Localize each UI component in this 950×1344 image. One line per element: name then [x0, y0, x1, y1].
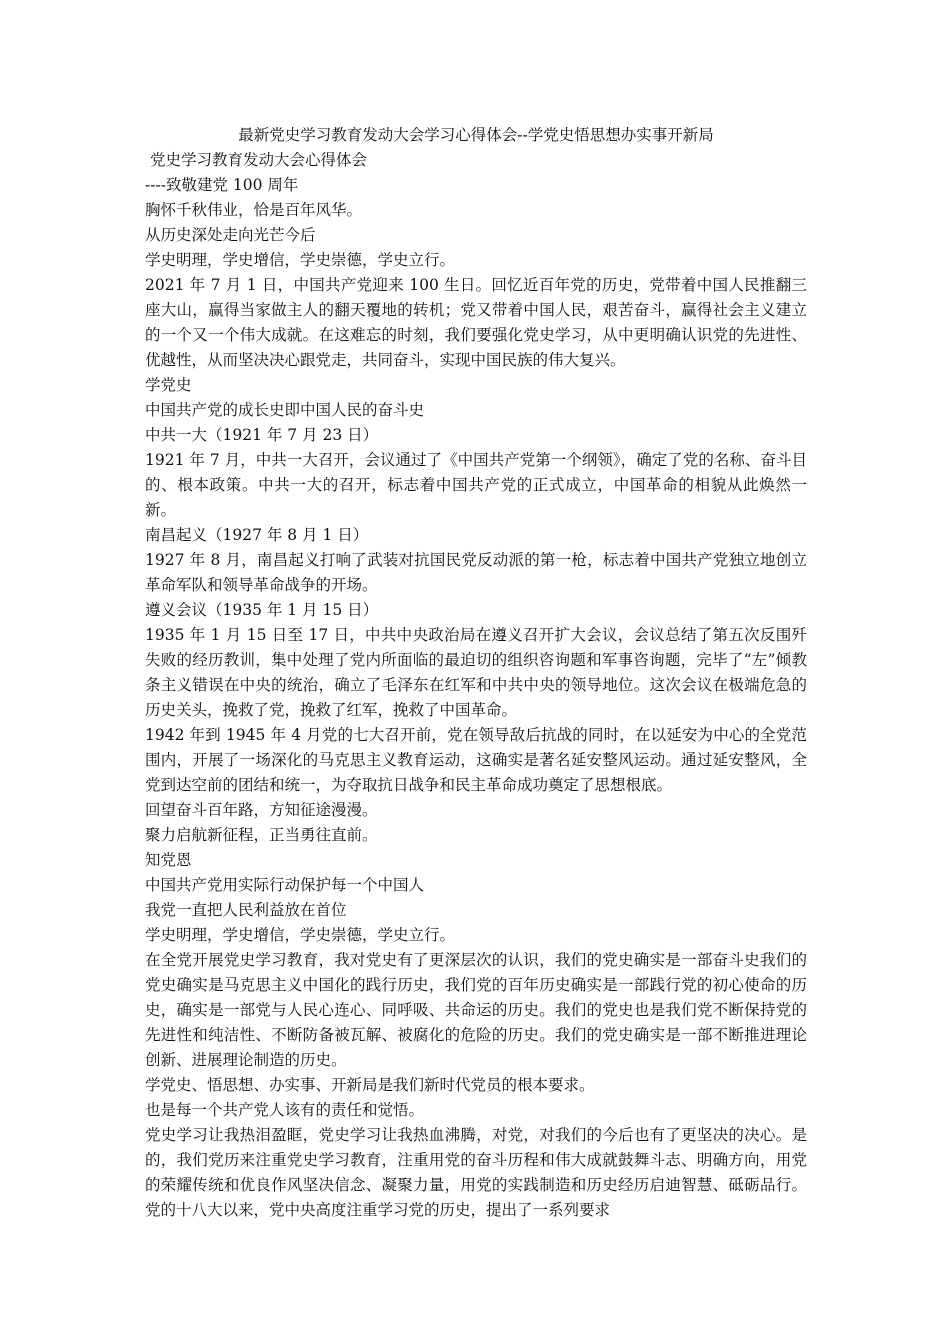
body-paragraph: 党史学习让我热泪盈眶，党史学习让我热血沸腾，对党，对我们的今后也有了更坚决的决心。是的，我们党历来注重党史学习教育，注重用党的奋斗历程和伟大成就鼓舞斗志、明确方向，用党的荣耀传统和优良作风坚决信念、凝聚力量，用党的实践制造和历史经历启迪智慧、砥砺品行。党的十八大以来，党中央高度注重学习党的历史，提出了一系列要求	[145, 1126, 807, 1219]
body-paragraph: 也是每一个共产党人该有的责任和觉悟。	[145, 1101, 425, 1119]
body-paragraph: ----致敬建党 100 周年	[145, 176, 299, 194]
body-paragraph: 在全党开展党史学习教育，我对党史有了更深层次的认识，我们的党史确实是一部奋斗史我们的党史确实是马克思主义中国化的践行历史，我们党的百年历史确实是一部践行党的初心使命的历史，确实是一部党与人民心连心、同呼吸、共命运的历史。我们的党史也是我们党不断保持党的先进性和纯洁性、不断防备被瓦解、被腐化的危险的历史。我们的党史确实是一部不断推进理论创新、进展理论制造的历史。	[145, 951, 807, 1069]
body-paragraph: 从历史深处走向光芒今后	[145, 226, 316, 244]
body-paragraph: 1921 年 7 月，中共一大召开，会议通过了《中国共产党第一个纲领》，确定了党的名称、奋斗目的、根本政策。中共一大的召开，标志着中国共产党的正式成立，中国革命的相貌从此焕然一新。	[145, 451, 807, 519]
body-paragraph: 中共一大（1921 年 7 月 23 日）	[145, 426, 379, 444]
body-paragraph: 遵义会议（1935 年 1 月 15 日）	[145, 601, 379, 619]
body-paragraph: 学党史	[145, 376, 192, 394]
body-paragraph: 我党一直把人民利益放在首位	[145, 901, 347, 919]
body-paragraph: 1927 年 8 月，南昌起义打响了武装对抗国民党反动派的第一枪，标志着中国共产党独立地创立革命军队和领导革命战争的开场。	[145, 551, 807, 594]
body-paragraph: 知党恩	[145, 851, 192, 869]
document-page	[145, 123, 807, 1223]
document-subtitle: 党史学习教育发动大会心得体会	[150, 151, 368, 169]
body-paragraph: 胸怀千秋伟业，恰是百年风华。	[145, 201, 363, 219]
body-paragraph: 聚力启航新征程，正当勇往直前。	[145, 826, 378, 844]
document-body	[145, 173, 807, 1223]
body-paragraph: 2021 年 7 月 1 日，中国共产党迎来 100 生日。回忆近百年党的历史，党带着中国人民推翻三座大山，赢得当家做主人的翻天覆地的转机；党又带着中国人民，艰苦奋斗，赢得社会主义建立的一个又一个伟大成就。在这难忘的时刻，我们要强化党史学习，从中更明确认识党的先进性、优越性，从而坚决决心跟党走，共同奋斗，实现中国民族的伟大复兴。	[145, 276, 807, 369]
body-paragraph: 南昌起义（1927 年 8 月 1 日）	[145, 526, 369, 544]
body-paragraph: 中国共产党用实际行动保护每一个中国人	[145, 876, 425, 894]
body-paragraph: 中国共产党的成长史即中国人民的奋斗史	[145, 401, 425, 419]
body-paragraph: 学党史、悟思想、办实事、开新局是我们新时代党员的根本要求。	[145, 1076, 595, 1094]
body-paragraph: 1935 年 1 月 15 日至 17 日，中共中央政治局在遵义召开扩大会议，会议总结了第五次反围歼失败的经历教训，集中处理了党内所面临的最迫切的组织咨询题和军事咨询题，完毕了“左”倾教条主义错误在中央的统治，确立了毛泽东在红军和中共中央的领导地位。这次会议在极端危急的历史关头，挽救了党，挽救了红军，挽救了中国革命。	[145, 626, 807, 719]
body-paragraph: 回望奋斗百年路，方知征途漫漫。	[145, 801, 378, 819]
body-paragraph: 1942 年到 1945 年 4 月党的七大召开前，党在领导敌后抗战的同时，在以延安为中心的全党范围内，开展了一场深化的马克思主义教育运动，这确实是著名延安整风运动。通过延安整风，全党到达空前的团结和统一，为夺取抗日战争和民主革命成功奠定了思想根底。	[145, 726, 807, 794]
body-paragraph: 学史明理，学史增信，学史崇德，学史立行。	[145, 926, 456, 944]
body-paragraph: 学史明理，学史增信，学史崇德，学史立行。	[145, 251, 456, 269]
document-title: 最新党史学习教育发动大会学习心得体会--学党史悟思想办实事开新局	[238, 126, 714, 144]
